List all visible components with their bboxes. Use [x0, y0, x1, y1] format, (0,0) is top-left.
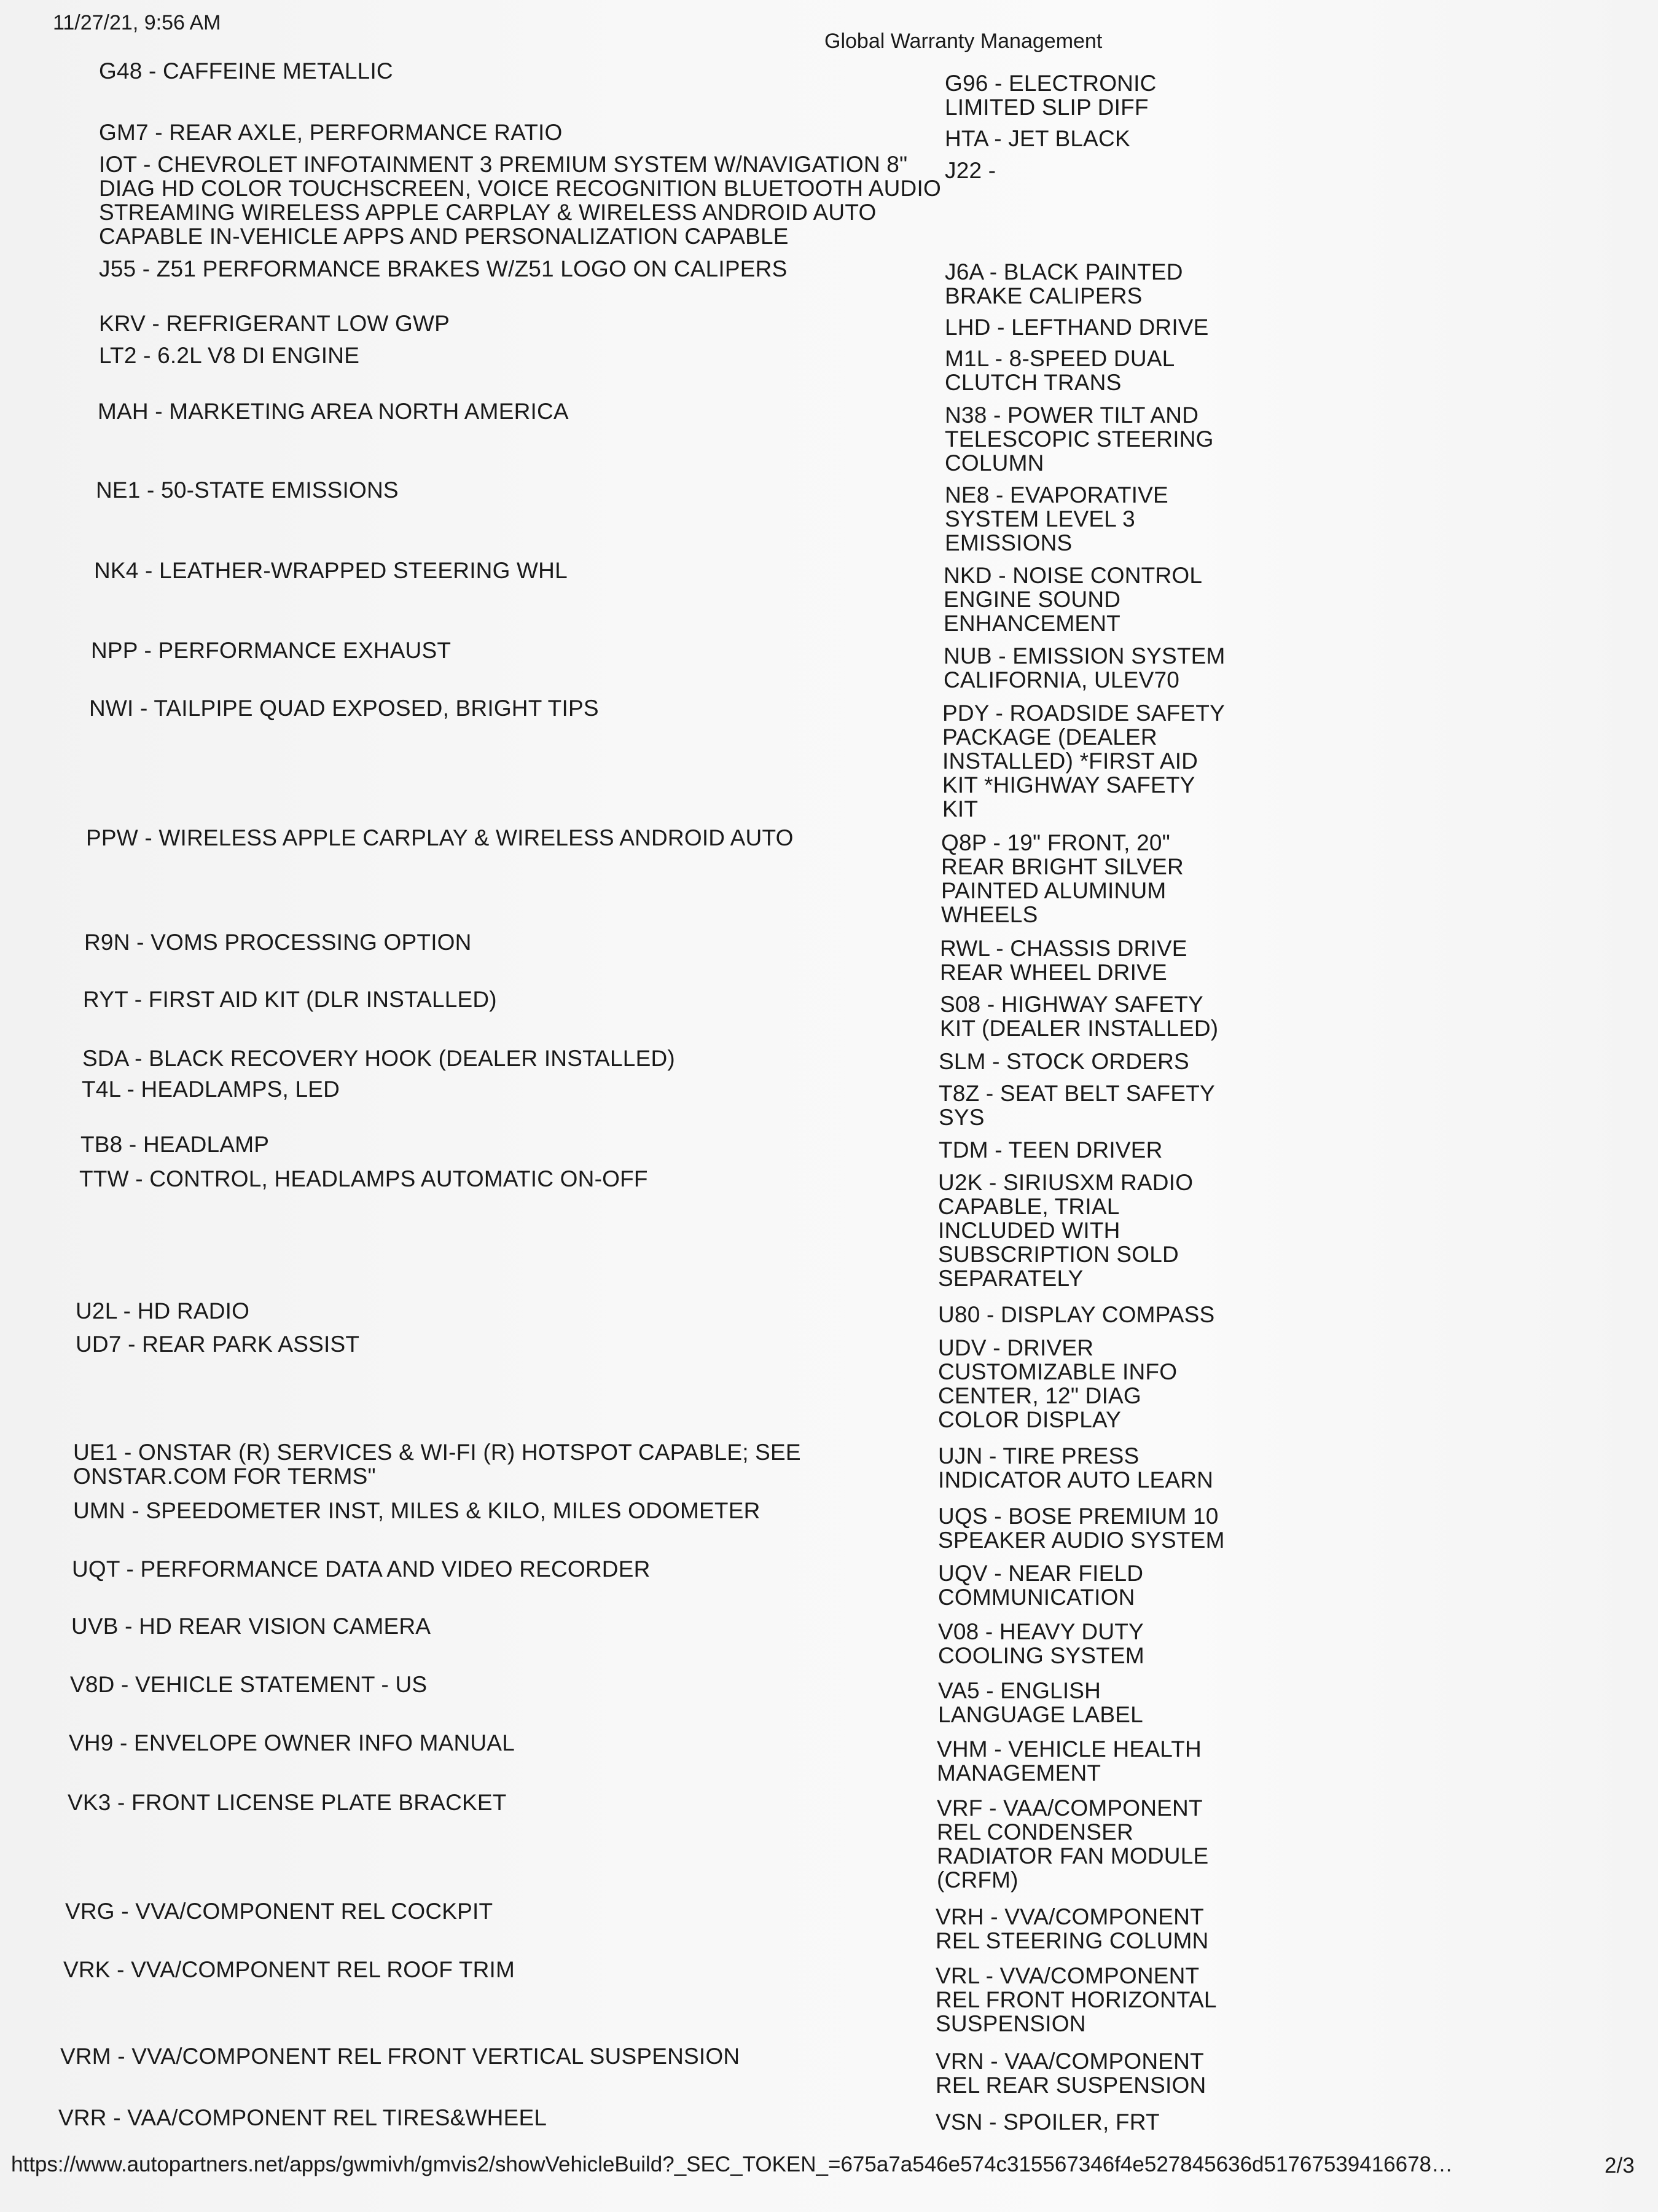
list-item: VA5 - ENGLISH LANGUAGE LABEL [938, 1678, 1143, 1727]
list-item: U2K - SIRIUSXM RADIO CAPABLE, TRIAL INCLUDED WITH SUBSCRIPTION SOLD SEPARATELY [938, 1170, 1194, 1291]
list-item: VHM - VEHICLE HEALTH MANAGEMENT [937, 1736, 1202, 1786]
list-item: TB8 - HEADLAMP [80, 1132, 270, 1157]
list-item: Q8P - 19" FRONT, 20" REAR BRIGHT SILVER PAINTED ALUMINUM WHEELS [941, 830, 1184, 927]
list-item: VSN - SPOILER, FRT [936, 2109, 1160, 2135]
list-item: RYT - FIRST AID KIT (DLR INSTALLED) [83, 987, 497, 1012]
list-item: UD7 - REAR PARK ASSIST [76, 1332, 360, 1357]
list-item: PPW - WIRELESS APPLE CARPLAY & WIRELESS ANDROID AUTO [86, 825, 794, 850]
footer-url: https://www.autopartners.net/apps/gwmivh/gmvis2/showVehicleBuild?_SEC_TOKEN_=675a7a546e574c315567346f4e527845636d51767539416678… [11, 2152, 1453, 2176]
list-item: VRM - VVA/COMPONENT REL FRONT VERTICAL SUSPENSION [60, 2044, 740, 2069]
list-item: SLM - STOCK ORDERS [939, 1049, 1189, 1074]
list-item: VRF - VAA/COMPONENT REL CONDENSER RADIATOR FAN MODULE (CRFM) [937, 1795, 1209, 1892]
list-item: G48 - CAFFEINE METALLIC [99, 58, 393, 84]
list-item: VRL - VVA/COMPONENT REL FRONT HORIZONTAL SUSPENSION [936, 1963, 1217, 2036]
list-item: LHD - LEFTHAND DRIVE [945, 315, 1209, 340]
list-item: J22 - [945, 158, 996, 183]
list-item: UDV - DRIVER CUSTOMIZABLE INFO CENTER, 12" DIAG COLOR DISPLAY [938, 1335, 1178, 1432]
list-item: M1L - 8-SPEED DUAL CLUTCH TRANS [945, 346, 1175, 395]
list-item: UJN - TIRE PRESS INDICATOR AUTO LEARN [938, 1443, 1214, 1492]
list-item: UQV - NEAR FIELD COMMUNICATION [938, 1561, 1144, 1610]
list-item: N38 - POWER TILT AND TELESCOPIC STEERING COLUMN [945, 402, 1214, 476]
list-item: UE1 - ONSTAR (R) SERVICES & WI-FI (R) HOTSPOT CAPABLE; SEE ONSTAR.COM FOR TERMS" [73, 1440, 801, 1489]
list-item: UMN - SPEEDOMETER INST, MILES & KILO, MILES ODOMETER [73, 1498, 761, 1523]
list-item: U2L - HD RADIO [76, 1298, 250, 1324]
list-item: NE8 - EVAPORATIVE SYSTEM LEVEL 3 EMISSIONS [945, 482, 1168, 555]
page-title: Global Warranty Management [824, 29, 1103, 53]
list-item: NE1 - 50-STATE EMISSIONS [96, 477, 399, 503]
list-item: V8D - VEHICLE STATEMENT - US [70, 1672, 428, 1697]
list-item: NUB - EMISSION SYSTEM CALIFORNIA, ULEV70 [944, 643, 1226, 692]
list-item: T8Z - SEAT BELT SAFETY SYS [939, 1081, 1215, 1130]
list-item: IOT - CHEVROLET INFOTAINMENT 3 PREMIUM SYSTEM W/NAVIGATION 8" DIAG HD COLOR TOUCHSCREEN, VOICE RECOGNITION BLUETOOTH AUDIO STREAMING WIRELESS APPLE CARPLAY & WIRELESS ANDROID AUTO CAPABLE IN-VEHICLE APPS AND PERSONALIZATION CAPABLE [99, 152, 941, 249]
list-item: NKD - NOISE CONTROL ENGINE SOUND ENHANCEMENT [944, 563, 1203, 636]
list-item: SDA - BLACK RECOVERY HOOK (DEALER INSTALLED) [82, 1046, 675, 1071]
list-item: MAH - MARKETING AREA NORTH AMERICA [98, 399, 569, 424]
list-item: VH9 - ENVELOPE OWNER INFO MANUAL [69, 1730, 515, 1755]
list-item: G96 - ELECTRONIC LIMITED SLIP DIFF [945, 71, 1157, 120]
print-timestamp: 11/27/21, 9:56 AM [53, 11, 221, 34]
list-item: VK3 - FRONT LICENSE PLATE BRACKET [68, 1790, 507, 1815]
page-number: 2/3 [1605, 2154, 1635, 2178]
list-item: VRH - VVA/COMPONENT REL STEERING COLUMN [936, 1904, 1209, 1953]
list-item: T4L - HEADLAMPS, LED [82, 1077, 340, 1102]
list-item: PDY - ROADSIDE SAFETY PACKAGE (DEALER INSTALLED) *FIRST AID KIT *HIGHWAY SAFETY KIT [942, 700, 1225, 822]
list-item: S08 - HIGHWAY SAFETY KIT (DEALER INSTALLED) [940, 992, 1219, 1041]
list-item: R9N - VOMS PROCESSING OPTION [84, 930, 472, 955]
list-item: J6A - BLACK PAINTED BRAKE CALIPERS [945, 259, 1183, 308]
list-item: U80 - DISPLAY COMPASS [938, 1302, 1215, 1327]
list-item: TDM - TEEN DRIVER [939, 1137, 1163, 1163]
list-item: GM7 - REAR AXLE, PERFORMANCE RATIO [99, 120, 563, 145]
list-item: NPP - PERFORMANCE EXHAUST [91, 638, 452, 663]
list-item: VRK - VVA/COMPONENT REL ROOF TRIM [63, 1957, 515, 1982]
list-item: KRV - REFRIGERANT LOW GWP [99, 311, 450, 336]
list-item: VRR - VAA/COMPONENT REL TIRES&WHEEL [58, 2105, 547, 2130]
list-item: VRN - VAA/COMPONENT REL REAR SUSPENSION [936, 2049, 1206, 2098]
list-item: VRG - VVA/COMPONENT REL COCKPIT [65, 1899, 493, 1924]
list-item: TTW - CONTROL, HEADLAMPS AUTOMATIC ON-OFF [79, 1166, 648, 1191]
list-item: HTA - JET BLACK [945, 126, 1130, 151]
list-item: NWI - TAILPIPE QUAD EXPOSED, BRIGHT TIPS [89, 696, 599, 721]
list-item: J55 - Z51 PERFORMANCE BRAKES W/Z51 LOGO ON CALIPERS [99, 256, 788, 281]
list-item: V08 - HEAVY DUTY COOLING SYSTEM [938, 1619, 1144, 1668]
list-item: NK4 - LEATHER-WRAPPED STEERING WHL [94, 558, 568, 583]
list-item: UQS - BOSE PREMIUM 10 SPEAKER AUDIO SYSTEM [938, 1504, 1225, 1553]
list-item: UQT - PERFORMANCE DATA AND VIDEO RECORDER [72, 1556, 651, 1582]
list-item: UVB - HD REAR VISION CAMERA [71, 1614, 431, 1639]
list-item: RWL - CHASSIS DRIVE REAR WHEEL DRIVE [940, 936, 1187, 985]
list-item: LT2 - 6.2L V8 DI ENGINE [99, 343, 360, 368]
